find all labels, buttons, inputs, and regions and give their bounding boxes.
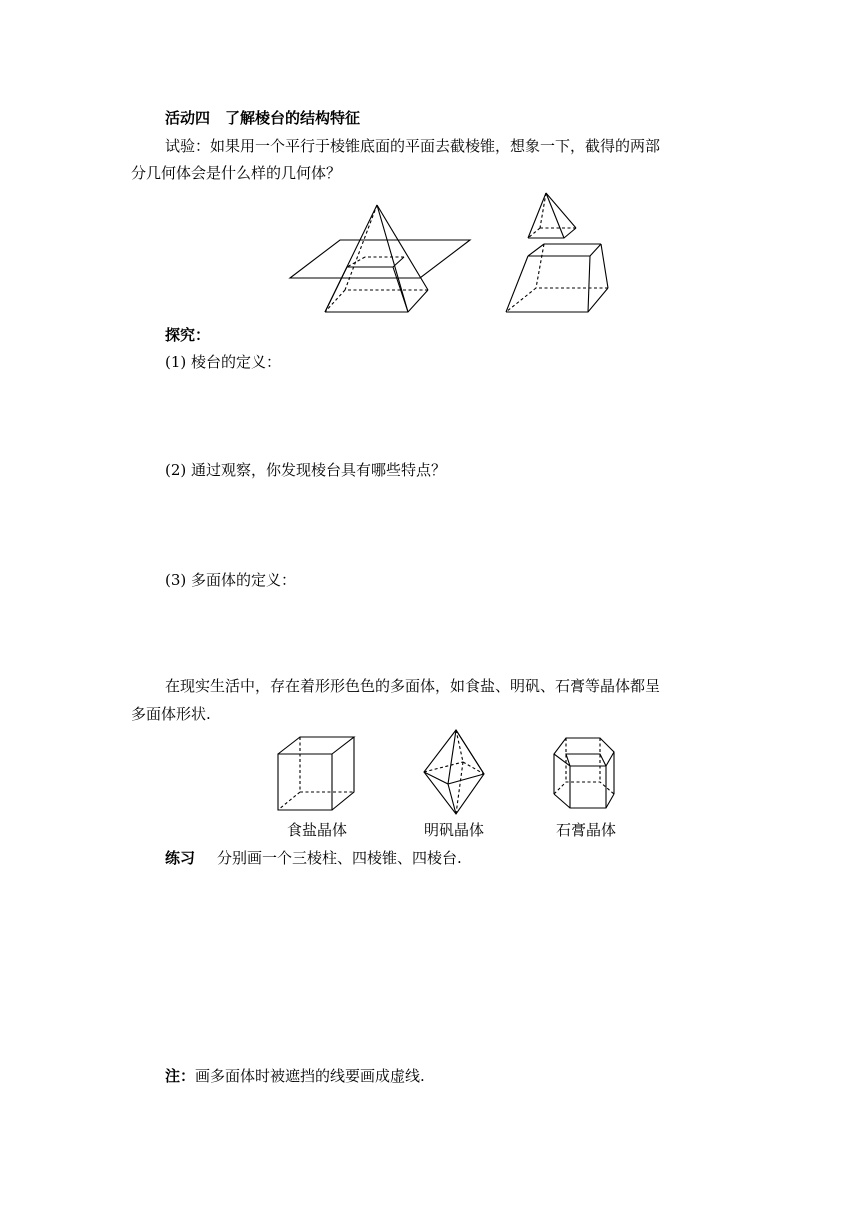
alum-caption: 明矾晶体 [424,821,485,839]
pyramid-cut-figure [280,190,480,320]
separated-pyramid-frustum-figure [500,190,620,320]
gypsum-crystal-figure [548,732,623,817]
salt-caption: 食盐晶体 [287,821,348,839]
exercise-label: 练习 [165,849,196,867]
reallife-line-2: 多面体形状. [131,705,211,723]
alum-crystal-figure [418,728,493,818]
note-text: 画多面体时被遮挡的线要画成虚线. [195,1067,425,1085]
exercise-line [165,848,462,868]
experiment-line-1: 试验：如果用一个平行于棱锥底面的平面去截棱锥，想象一下，截得的两部 [165,137,661,155]
note-line [165,1066,425,1086]
experiment-line-2: 分几何体会是什么样的几何体？ [131,164,342,182]
explore-heading: 探究： [165,326,211,344]
question-3: (3) 多面体的定义： [165,571,297,589]
question-2: (2) 通过观察，你发现棱台具有哪些特点？ [165,461,447,479]
reallife-line-1: 在现实生活中，存在着形形色色的多面体，如食盐、明矾、石膏等晶体都呈 [165,677,661,695]
exercise-text: 分别画一个三棱柱、四棱锥、四棱台. [217,849,462,867]
note-label: 注： [165,1067,196,1085]
gypsum-caption: 石膏晶体 [556,821,617,839]
salt-crystal-figure [270,732,365,817]
activity-title: 活动四 了解棱台的结构特征 [165,109,361,127]
question-1: (1) 棱台的定义： [165,353,282,371]
